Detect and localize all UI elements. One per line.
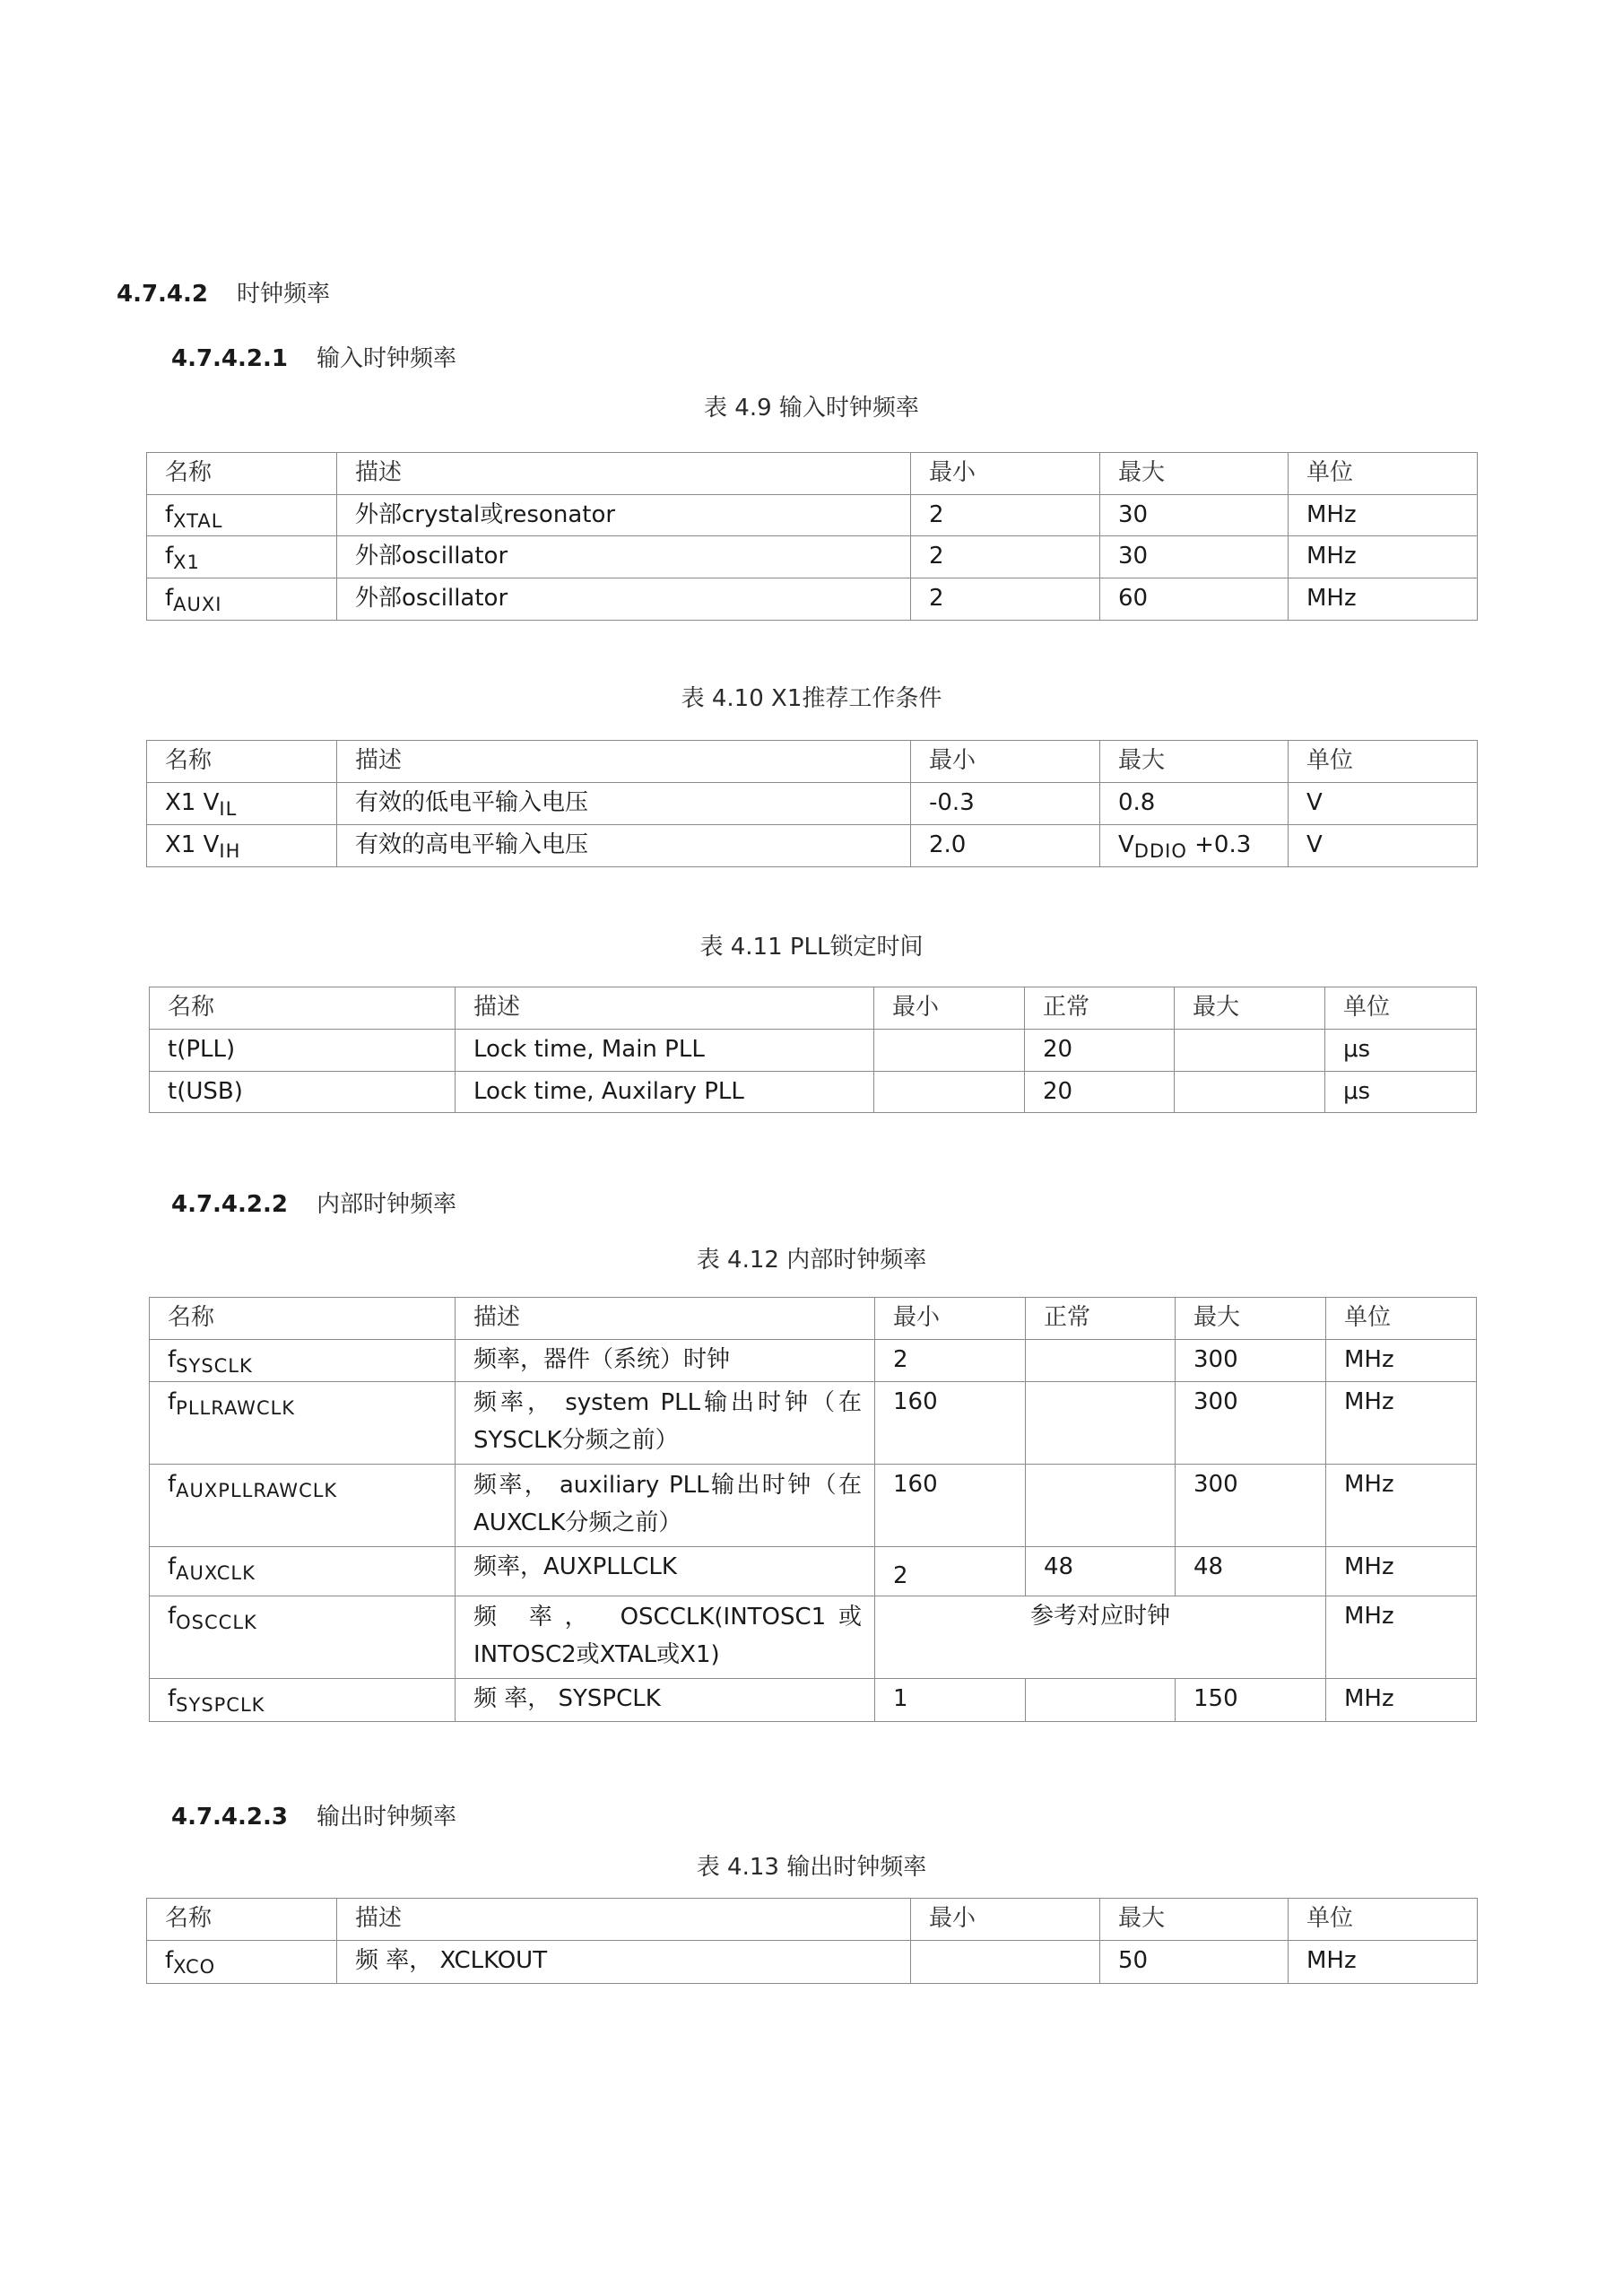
symbol: f: [168, 1346, 177, 1373]
symbol: f: [168, 1603, 177, 1630]
header-cell: 名称: [150, 1298, 456, 1340]
table-4-10-caption: 表 4.10 X1推荐工作条件: [681, 685, 942, 712]
header-cell: 描述: [337, 1899, 911, 1941]
name-cell: [147, 536, 337, 578]
header-cell: 最大: [1100, 453, 1289, 495]
name-cell: [150, 1382, 456, 1465]
symbol-subscript: AUXI: [173, 594, 222, 615]
table-4-13: [146, 1898, 1478, 1984]
unit-cell: MHz: [1326, 1547, 1477, 1596]
heading-title: 输入时钟频率: [317, 345, 457, 372]
header-cell: 最小: [875, 1298, 1026, 1340]
name-cell: [147, 578, 337, 621]
heading-4-7-4-2-1: [171, 345, 456, 372]
header-cell: 名称: [150, 987, 456, 1030]
max-cell: 60: [1100, 578, 1289, 621]
desc-cell: 外部oscillator: [337, 536, 911, 578]
max-cell: 50: [1100, 1941, 1289, 1984]
unit-cell: MHz: [1289, 1941, 1478, 1984]
min-cell: [911, 1941, 1100, 1984]
symbol-subscript: X1: [173, 552, 200, 573]
header-cell: 名称: [147, 741, 337, 783]
min-cell: 2: [875, 1340, 1026, 1382]
max-cell: [1175, 1030, 1325, 1072]
header-cell: 名称: [147, 453, 337, 495]
min-cell: 1: [875, 1679, 1026, 1722]
heading-number: 4.7.4.2.3: [171, 1804, 288, 1831]
symbol: X1 V: [165, 789, 220, 816]
typ-cell: 20: [1025, 1030, 1175, 1072]
table-row: [147, 536, 1478, 578]
name-cell: [150, 1679, 456, 1722]
header-cell: 最大: [1100, 1899, 1289, 1941]
symbol-subscript: AUXCLK: [176, 1562, 256, 1584]
table-4-11-caption: 表 4.11 PLL锁定时间: [699, 934, 924, 961]
typ-cell: [1026, 1465, 1176, 1547]
header-cell: 最大: [1176, 1298, 1326, 1340]
max-cell: [1175, 1072, 1325, 1113]
symbol: f: [165, 585, 174, 612]
symbol-subscript: IL: [219, 798, 238, 820]
max-cell: 30: [1100, 536, 1289, 578]
table-row: [150, 1340, 1477, 1382]
header-cell: 正常: [1026, 1298, 1176, 1340]
symbol-subscript: PLLRAWCLK: [176, 1397, 296, 1419]
name-cell: [150, 1547, 456, 1596]
desc-cell: 外部oscillator: [337, 578, 911, 621]
unit-cell: MHz: [1289, 578, 1478, 621]
symbol-subscript: SYSCLK: [176, 1355, 253, 1377]
header-cell: 描述: [337, 453, 911, 495]
heading-4-7-4-2-3: [171, 1804, 456, 1831]
table-row: [150, 1072, 1477, 1113]
max-cell: 150: [1176, 1679, 1326, 1722]
symbol: f: [165, 501, 174, 528]
table-row: [150, 1547, 1477, 1596]
name-cell: t(USB): [150, 1072, 456, 1113]
name-cell: [147, 825, 337, 867]
heading-title: 输出时钟频率: [317, 1804, 457, 1831]
unit-cell: MHz: [1326, 1340, 1477, 1382]
heading-title: 内部时钟频率: [317, 1191, 457, 1218]
header-cell: 名称: [147, 1899, 337, 1941]
min-cell: -0.3: [911, 783, 1100, 825]
symbol-subscript: AUXPLLRAWCLK: [176, 1480, 338, 1501]
table-4-13-caption: 表 4.13 输出时钟频率: [696, 1854, 927, 1881]
header-cell: 正常: [1025, 987, 1175, 1030]
min-cell: 2: [911, 495, 1100, 536]
name-cell: [147, 495, 337, 536]
name-cell: [150, 1465, 456, 1547]
min-cell: 160: [875, 1382, 1026, 1465]
max-cell: [1100, 825, 1289, 867]
symbol-subscript: SYSPCLK: [176, 1694, 265, 1716]
unit-cell: MHz: [1326, 1679, 1477, 1722]
table-row: [147, 825, 1478, 867]
desc-cell: 外部crystal或resonator: [337, 495, 911, 536]
unit-cell: MHz: [1326, 1596, 1477, 1679]
unit-cell: μs: [1325, 1030, 1477, 1072]
desc-cell: 频 率， OSCCLK(INTOSC1或INTOSC2或XTAL或X1): [456, 1596, 875, 1679]
table-header-row: [147, 453, 1478, 495]
desc-cell: Lock time, Auxilary PLL: [456, 1072, 874, 1113]
name-cell: [147, 1941, 337, 1984]
unit-cell: V: [1289, 783, 1478, 825]
header-cell: 单位: [1289, 741, 1478, 783]
symbol-subscript: XCO: [173, 1956, 216, 1978]
table-row: [147, 578, 1478, 621]
heading-number: 4.7.4.2.1: [171, 345, 288, 372]
unit-cell: μs: [1325, 1072, 1477, 1113]
unit-cell: MHz: [1326, 1382, 1477, 1465]
heading-title: 时钟频率: [237, 281, 331, 308]
min-cell: [874, 1030, 1025, 1072]
symbol-subscript: IH: [219, 840, 241, 862]
header-cell: 最大: [1100, 741, 1289, 783]
desc-cell: 频 率， SYSPCLK: [456, 1679, 875, 1722]
typ-cell: 20: [1025, 1072, 1175, 1113]
table-row: [150, 1465, 1477, 1547]
symbol: f: [168, 1685, 177, 1712]
header-cell: 最小: [911, 453, 1100, 495]
table-4-9-caption: 表 4.9 输入时钟频率: [704, 395, 919, 422]
table-4-12-caption: 表 4.12 内部时钟频率: [696, 1247, 927, 1274]
max-cell: 48: [1176, 1547, 1326, 1596]
table-row: [147, 495, 1478, 536]
header-cell: 单位: [1289, 453, 1478, 495]
table-row: [147, 1941, 1478, 1984]
heading-4-7-4-2: [117, 281, 330, 308]
table-4-10: [146, 740, 1478, 867]
symbol: f: [165, 1947, 174, 1974]
heading-number: 4.7.4.2.2: [171, 1191, 288, 1218]
max-cell: 300: [1176, 1340, 1326, 1382]
desc-cell: 频率，器件（系统）时钟: [456, 1340, 875, 1382]
unit-cell: V: [1289, 825, 1478, 867]
symbol-subscript: OSCCLK: [176, 1612, 257, 1633]
unit-cell: MHz: [1326, 1465, 1477, 1547]
max-subscript: DDIO: [1133, 840, 1187, 862]
table-row: [150, 1382, 1477, 1465]
table-4-12: [149, 1297, 1477, 1722]
max-cell: 300: [1176, 1465, 1326, 1547]
table-header-row: [150, 1298, 1477, 1340]
symbol: f: [165, 543, 174, 570]
header-cell: 单位: [1289, 1899, 1478, 1941]
min-cell: 2: [875, 1547, 1026, 1596]
desc-cell: 频率， auxiliary PLL输出时钟（在AUXCLK分频之前）: [456, 1465, 875, 1547]
symbol: f: [168, 1471, 177, 1498]
max-cell: 30: [1100, 495, 1289, 536]
name-cell: [147, 783, 337, 825]
max-suffix: +0.3: [1186, 831, 1252, 858]
symbol: f: [168, 1388, 177, 1415]
table-header-row: [147, 1899, 1478, 1941]
table-row: [150, 1030, 1477, 1072]
name-cell: [150, 1596, 456, 1679]
table-header-row: [150, 987, 1477, 1030]
heading-number: 4.7.4.2: [117, 281, 208, 308]
desc-cell: Lock time, Main PLL: [456, 1030, 874, 1072]
desc-cell: 有效的低电平输入电压: [337, 783, 911, 825]
min-cell: [874, 1072, 1025, 1113]
table-row: [147, 783, 1478, 825]
typ-cell: [1026, 1340, 1176, 1382]
max-symbol: V: [1118, 831, 1134, 858]
table-4-9: [146, 452, 1478, 621]
min-cell: 2: [911, 536, 1100, 578]
desc-cell: 有效的高电平输入电压: [337, 825, 911, 867]
header-cell: 最小: [911, 1899, 1100, 1941]
symbol-subscript: XTAL: [173, 510, 223, 532]
table-row: [150, 1679, 1477, 1722]
min-cell: 2: [911, 578, 1100, 621]
min-cell: 160: [875, 1465, 1026, 1547]
header-cell: 最大: [1175, 987, 1325, 1030]
unit-cell: MHz: [1289, 495, 1478, 536]
header-cell: 单位: [1326, 1298, 1477, 1340]
merged-cell: 参考对应时钟: [875, 1596, 1326, 1679]
name-cell: [150, 1340, 456, 1382]
header-cell: 描述: [337, 741, 911, 783]
header-cell: 最小: [874, 987, 1025, 1030]
min-cell: 2.0: [911, 825, 1100, 867]
max-cell: 0.8: [1100, 783, 1289, 825]
header-cell: 最小: [911, 741, 1100, 783]
desc-cell: 频率，AUXPLLCLK: [456, 1547, 875, 1596]
symbol: f: [168, 1553, 177, 1580]
symbol: X1 V: [165, 831, 220, 858]
header-cell: 描述: [456, 987, 874, 1030]
typ-cell: 48: [1026, 1547, 1176, 1596]
unit-cell: MHz: [1289, 536, 1478, 578]
max-cell: 300: [1176, 1382, 1326, 1465]
header-cell: 描述: [456, 1298, 875, 1340]
desc-cell: 频 率， XCLKOUT: [337, 1941, 911, 1984]
table-4-11: [149, 987, 1477, 1113]
header-cell: 单位: [1325, 987, 1477, 1030]
name-cell: t(PLL): [150, 1030, 456, 1072]
table-header-row: [147, 741, 1478, 783]
typ-cell: [1026, 1382, 1176, 1465]
desc-cell: 频率， system PLL输出时钟（在SYSCLK分频之前）: [456, 1382, 875, 1465]
table-row: [150, 1596, 1477, 1679]
heading-4-7-4-2-2: [171, 1191, 456, 1218]
typ-cell: [1026, 1679, 1176, 1722]
